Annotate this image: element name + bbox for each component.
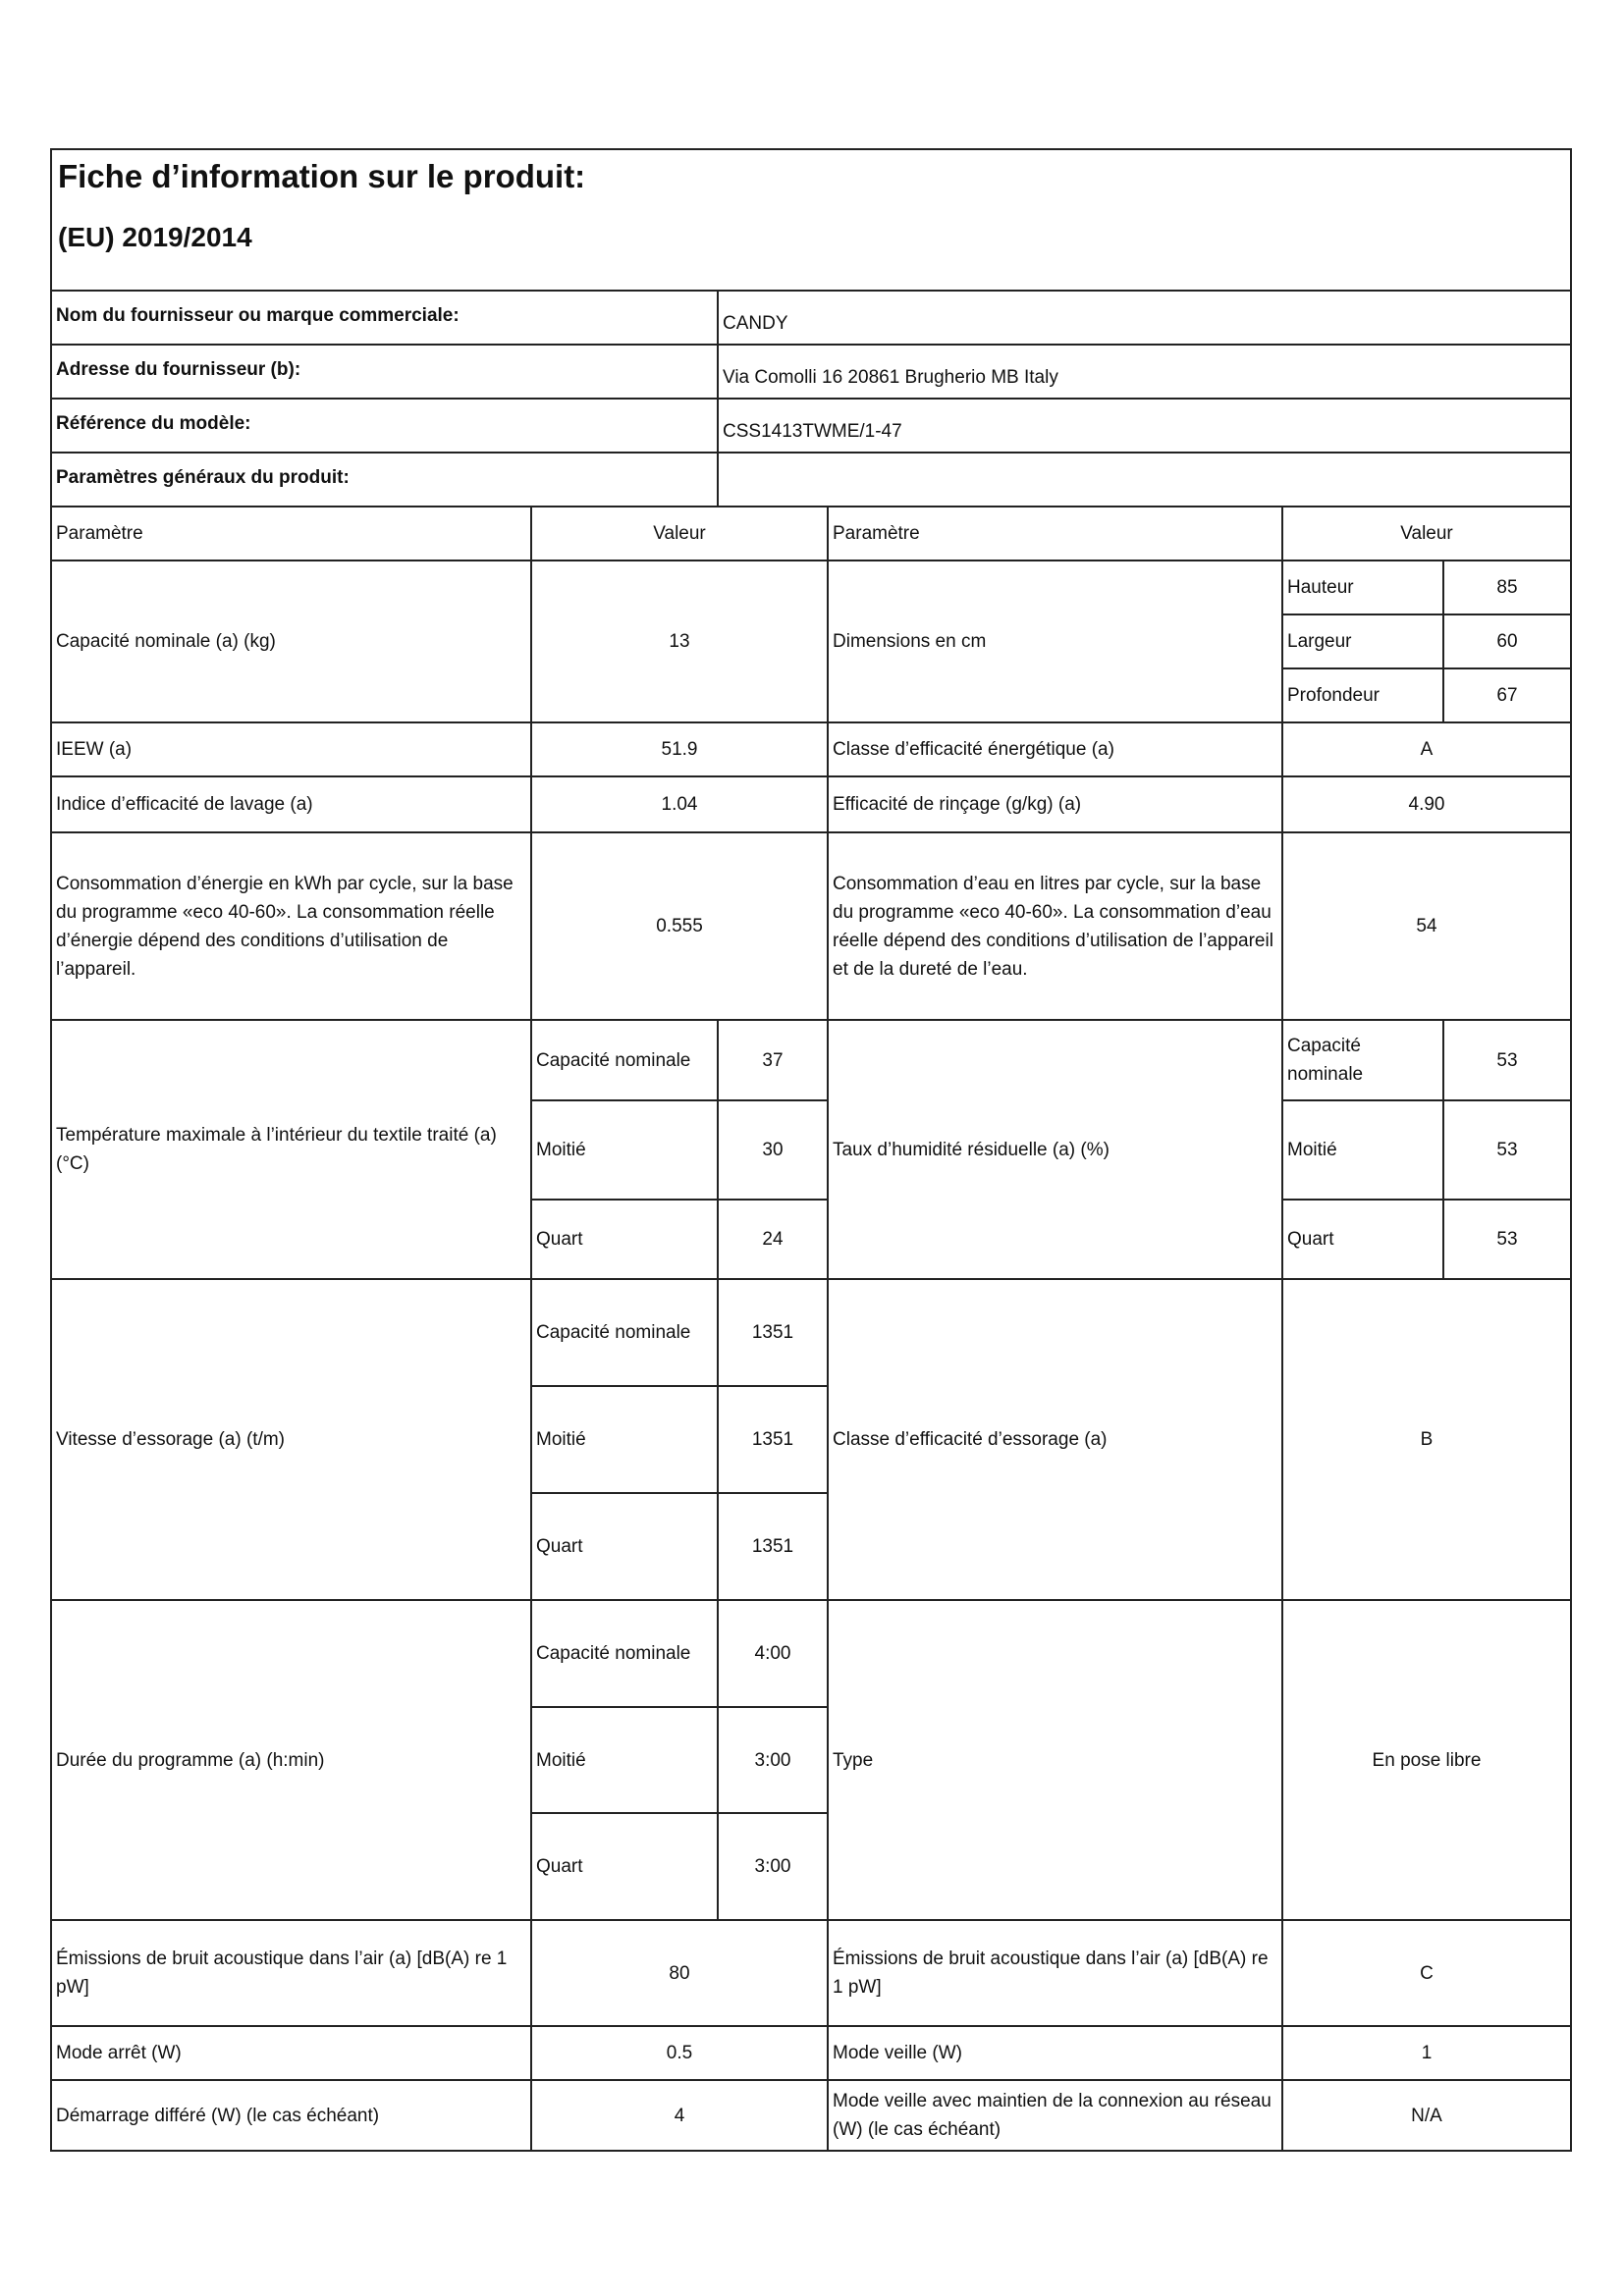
depth-value: 67: [1442, 667, 1572, 723]
type-value: En pose libre: [1281, 1599, 1572, 1921]
rinsing-effectiveness-label: Efficacité de rinçage (g/kg) (a): [827, 775, 1283, 833]
supplier-address-value: Via Comolli 16 20861 Brugherio MB Italy: [717, 344, 1572, 400]
general-parameters-label: Paramètres généraux du produit:: [50, 452, 719, 507]
noise-emission-label-left: Émissions de bruit acoustique dans l’air (a) [dB(A) re 1 pW]: [50, 1919, 532, 2027]
max-temperature-load-half: Moitié: [530, 1099, 719, 1201]
supplier-address-label: Adresse du fournisseur (b):: [50, 344, 719, 400]
programme-duration-load-half: Moitié: [530, 1706, 719, 1814]
noise-emission-class-value: C: [1281, 1919, 1572, 2027]
max-temperature-value-quarter: 24: [717, 1199, 829, 1280]
document-header: [50, 148, 1572, 290]
max-temperature-label: Température maximale à l’intérieur du textile traité (a) (°C): [50, 1019, 532, 1280]
ieew-value: 51.9: [530, 721, 829, 777]
supplier-name-value: CANDY: [717, 290, 1572, 346]
energy-consumption-value: 0.555: [530, 831, 829, 1021]
spin-class-value: B: [1281, 1278, 1572, 1601]
standby-mode-label: Mode veille (W): [827, 2025, 1283, 2081]
spin-speed-value-rated: 1351: [717, 1278, 829, 1387]
column-header-value-right: Valeur: [1281, 506, 1572, 561]
energy-consumption-label: Consommation d’énergie en kWh par cycle, sur la base du programme «eco 40-60». La consommation réelle d’énergie dépend des conditions d’utilisation de l’appareil.: [50, 831, 532, 1021]
spin-speed-load-half: Moitié: [530, 1385, 719, 1494]
document-title: Fiche d’information sur le produit:: [58, 158, 586, 194]
supplier-name-label: Nom du fournisseur ou marque commerciale:: [50, 290, 719, 346]
ieew-label: IEEW (a): [50, 721, 532, 777]
column-header-parameter-right: Paramètre: [827, 506, 1283, 561]
residual-moisture-value-rated: 53: [1442, 1019, 1572, 1101]
spin-speed-label: Vitesse d’essorage (a) (t/m): [50, 1278, 532, 1601]
rated-capacity-label: Capacité nominale (a) (kg): [50, 560, 532, 723]
programme-duration-value-half: 3:00: [717, 1706, 829, 1814]
residual-moisture-load-half: Moitié: [1281, 1099, 1444, 1201]
type-label: Type: [827, 1599, 1283, 1921]
spin-class-label: Classe d’efficacité d’essorage (a): [827, 1278, 1283, 1601]
delay-start-label: Démarrage différé (W) (le cas échéant): [50, 2079, 532, 2152]
spin-speed-value-quarter: 1351: [717, 1492, 829, 1601]
water-consumption-value: 54: [1281, 831, 1572, 1021]
water-consumption-label: Consommation d’eau en litres par cycle, sur la base du programme «eco 40-60». La consommation d’eau réelle dépend des conditions d’utilisation de l’appareil et de la dureté de l’eau.: [827, 831, 1283, 1021]
residual-moisture-load-quarter: Quart: [1281, 1199, 1444, 1280]
max-temperature-load-quarter: Quart: [530, 1199, 719, 1280]
residual-moisture-value-half: 53: [1442, 1099, 1572, 1201]
programme-duration-load-quarter: Quart: [530, 1812, 719, 1921]
rinsing-effectiveness-value: 4.90: [1281, 775, 1572, 833]
residual-moisture-label: Taux d’humidité résiduelle (a) (%): [827, 1019, 1283, 1280]
programme-duration-value-rated: 4:00: [717, 1599, 829, 1708]
standby-mode-value: 1: [1281, 2025, 1572, 2081]
off-mode-label: Mode arrêt (W): [50, 2025, 532, 2081]
programme-duration-label: Durée du programme (a) (h:min): [50, 1599, 532, 1921]
model-reference-label: Référence du modèle:: [50, 398, 719, 454]
width-label: Largeur: [1281, 614, 1444, 669]
programme-duration-load-rated: Capacité nominale: [530, 1599, 719, 1708]
regulation-reference: (EU) 2019/2014: [58, 222, 252, 252]
model-reference-value: CSS1413TWME/1-47: [717, 398, 1572, 454]
general-parameters-value: [717, 452, 1572, 507]
spin-speed-value-half: 1351: [717, 1385, 829, 1494]
spin-speed-load-rated: Capacité nominale: [530, 1278, 719, 1387]
height-value: 85: [1442, 560, 1572, 615]
noise-emission-value-left: 80: [530, 1919, 829, 2027]
off-mode-value: 0.5: [530, 2025, 829, 2081]
column-header-parameter-left: Paramètre: [50, 506, 532, 561]
washing-index-value: 1.04: [530, 775, 829, 833]
programme-duration-value-quarter: 3:00: [717, 1812, 829, 1921]
rated-capacity-value: 13: [530, 560, 829, 723]
max-temperature-value-half: 30: [717, 1099, 829, 1201]
dimensions-label: Dimensions en cm: [827, 560, 1283, 723]
networked-standby-value: N/A: [1281, 2079, 1572, 2152]
washing-index-label: Indice d’efficacité de lavage (a): [50, 775, 532, 833]
noise-emission-label-right: Émissions de bruit acoustique dans l’air (a) [dB(A) re 1 pW]: [827, 1919, 1283, 2027]
networked-standby-label: Mode veille avec maintien de la connexion au réseau (W) (le cas échéant): [827, 2079, 1283, 2152]
residual-moisture-load-rated: Capacité nominale: [1281, 1019, 1444, 1101]
max-temperature-value-rated: 37: [717, 1019, 829, 1101]
column-header-value-left: Valeur: [530, 506, 829, 561]
spin-speed-load-quarter: Quart: [530, 1492, 719, 1601]
depth-label: Profondeur: [1281, 667, 1444, 723]
max-temperature-load-rated: Capacité nominale: [530, 1019, 719, 1101]
height-label: Hauteur: [1281, 560, 1444, 615]
energy-class-value: A: [1281, 721, 1572, 777]
width-value: 60: [1442, 614, 1572, 669]
energy-class-label: Classe d’efficacité énergétique (a): [827, 721, 1283, 777]
delay-start-value: 4: [530, 2079, 829, 2152]
residual-moisture-value-quarter: 53: [1442, 1199, 1572, 1280]
